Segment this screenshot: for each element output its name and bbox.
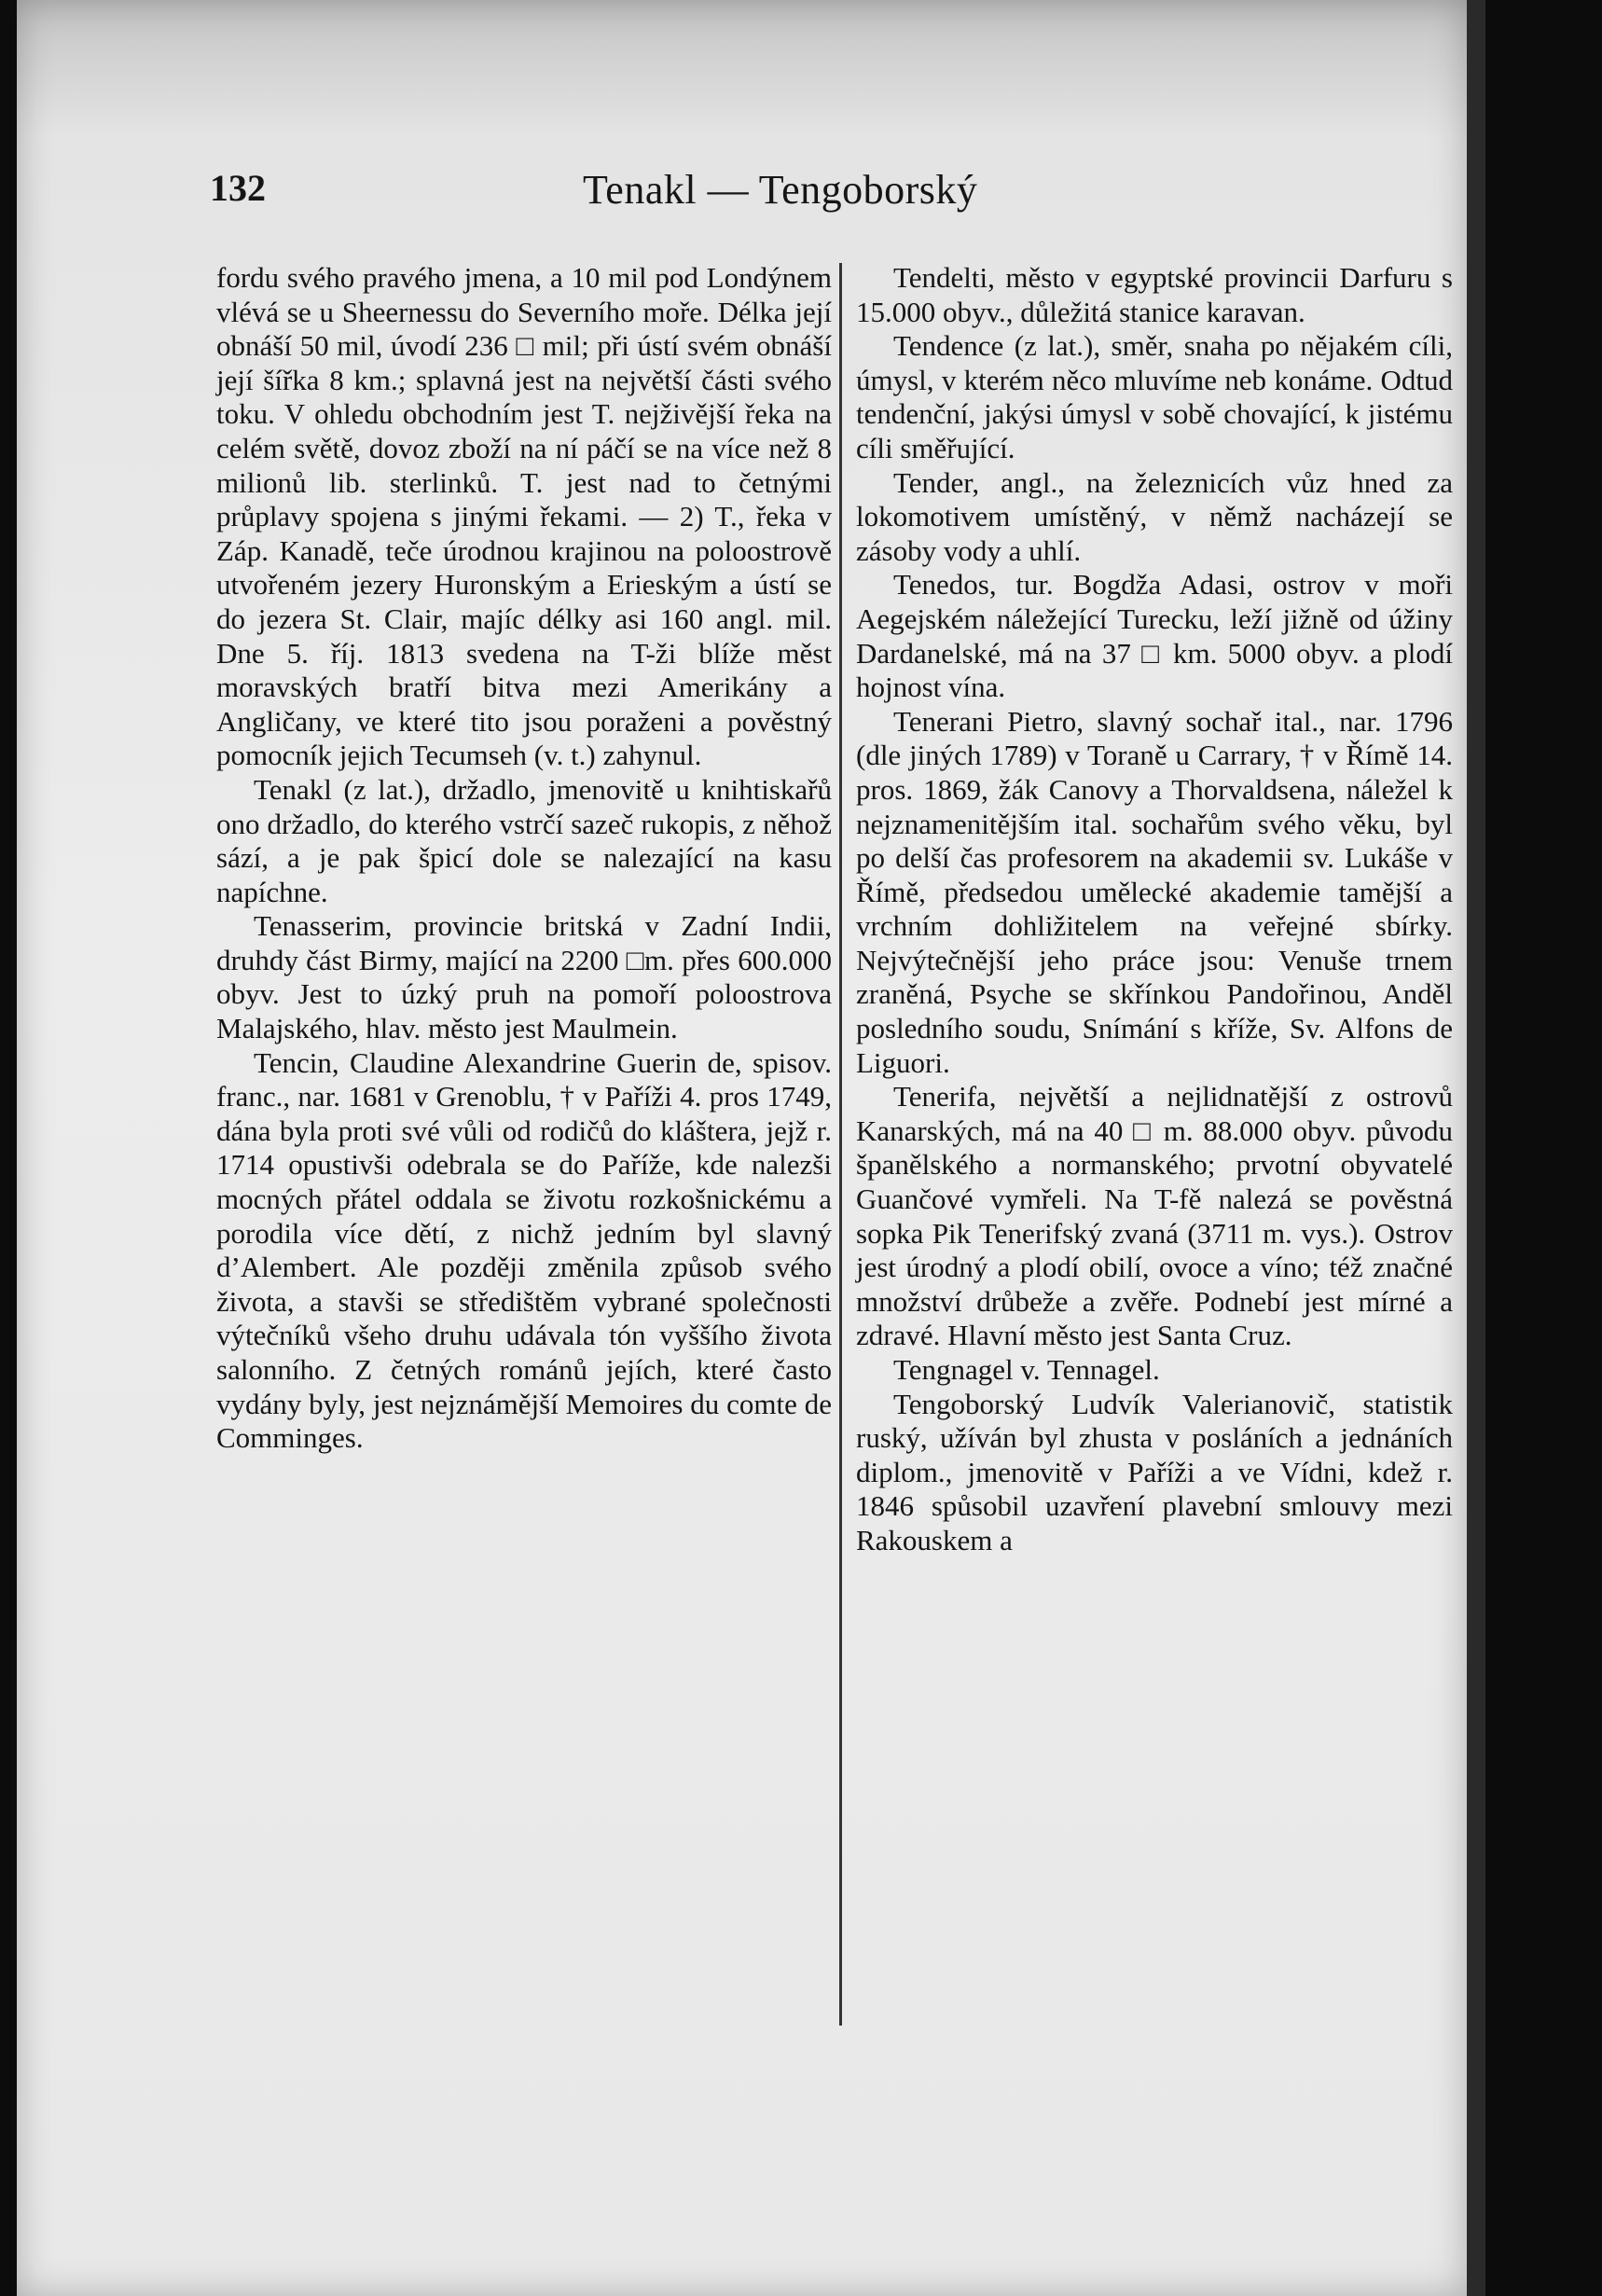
entry-paragraph: Tencin, Claudine Alexandrine Guerin de, spisov. franc., nar. 1681 v Grenoblu, † v Paříži 4. pros 1749, dána byla proti své vůli od rodičů do kláštera, jejž r. 1714 opustivši odebrala se do Paříže, kde nalezši mocných přátel oddala se životu rozkošnickému a porodila více dětí, z nichž jedním byl slavný d’Alembert. Ale později změnila způsob svého života, a stavši se středištěm vybrané společnosti výtečníků všeho druhu udávala tón vyššího života salonního. Z četných románů jejích, které často vydány byly, jest nejznámější Memoires du comte de Comminges.: [216, 1045, 832, 1455]
running-title: Tenakl — Tengoborský: [583, 167, 978, 213]
entry-paragraph: Tender, angl., na železnicích vůz hned za lokomotivem umístěný, v němž nacházejí se zásoby vody a uhlí.: [856, 465, 1453, 567]
entry-paragraph: Tenerani Pietro, slavný sochař ital., nar. 1796 (dle jiných 1789) v Toraně u Carrary, † v Římě 14. pros. 1869, žák Canovy a Thorvaldsena, náležel k nejznamenitějším ital. sochařům svého věku, byl po delší čas profesorem na akademii sv. Lukáše v Římě, předsedou umělecké akademie tamější a vrchním dohližitelem na veřejné sbírky. Nejvýtečnější jeho práce jsou: Venuše trnem zraněná, Psyche se skřínkou Pandořinou, Anděl posledního soudu, Snímání s kříže, Sv. Alfons de Liguori.: [856, 704, 1453, 1079]
column-divider: [839, 263, 842, 2026]
entry-paragraph: Tenedos, tur. Bogdža Adasi, ostrov v moři Aegejském náležející Turecku, leží jižně od úžiny Dardanelské, má na 37 □ km. 5000 obyv. a plodí hojnost vína.: [856, 568, 1453, 704]
entry-paragraph: fordu svého pravého jmena, a 10 mil pod Londýnem vlévá se u Sheernessu do Severního moře. Délka její obnáší 50 mil, úvodí 236 □ mil; při ústí svém obnáší její šířka 8 km.; splavná jest na největší části svého toku. V ohledu obchodním jest T. nejživější řeka na celém světě, dovoz zboží na ní páčí se na více než 8 milionů lib. sterlinků. T. jest nad to četnými průplavy spojena s jinými řekami. — 2) T., řeka v Záp. Kanadě, teče úrodnou krajinou na poloostrově utvořeném jezery Huronským a Erieským a ústí se do jezera St. Clair, majíc délky asi 160 angl. mil. Dne 5. říj. 1813 svedena na T-ži blíže měst moravských bratří bitva mezi Amerikány a Angličany, ve které tito jsou poraženi a pověstný pomocník jejich Tecumseh (v. t.) zahynul.: [216, 261, 832, 772]
entry-paragraph: Tendence (z lat.), směr, snaha po nějakém cíli, úmysl, v kterém něco mluvíme neb konáme. Odtud tendenční, jakýsi úmysl v sobě chovající, k jistému cíli směřující.: [856, 329, 1453, 464]
page-header: [210, 166, 1450, 222]
entry-paragraph: Tenerifa, největší a nejlidnatější z ostrovů Kanarských, má na 40 □ m. 88.000 obyv. původu španělského a normanského; prvotní obyvatelé Guančové vymřeli. Na T-fě nalezá se pověstná sopka Pik Tenerifský zvaná (3711 m. vys.). Ostrov jest úrodný a plodí obilí, ovoce a víno; též značné množství drůbeže a zvěře. Podnebí jest mírné a zdravé. Hlavní město jest Santa Cruz.: [856, 1080, 1453, 1352]
left-column: [216, 261, 832, 1456]
scan-edge: [1467, 0, 1485, 2296]
entry-paragraph: Tenasserim, provincie britská v Zadní Indii, druhdy část Birmy, mající na 2200 □m. přes 600.000 obyv. Jest to úzký pruh na pomoří poloostrova Malajského, hlav. město jest Maulmein.: [216, 909, 832, 1045]
entry-paragraph: Tengoborský Ludvík Valerianovič, statistik ruský, užíván byl zhusta v posláních a jednáních diplom., jmenovitě v Paříži a ve Vídni, kdež r. 1846 spůsobil uzavření plavební smlouvy mezi Rakouskem a: [856, 1387, 1453, 1556]
entry-paragraph: Tengnagel v. Tennagel.: [893, 1353, 1160, 1386]
entry-paragraph: Tenakl (z lat.), držadlo, jmenovitě u knihtiskařů ono držadlo, do kterého vstrčí sazeč rukopis, z něhož sází, a je pak špicí dole se nalezající na kasu napíchne.: [216, 772, 832, 908]
page-number: 132: [210, 167, 266, 209]
right-column: [856, 261, 1453, 1558]
entry-paragraph: Tendelti, město v egyptské provincii Darfuru s 15.000 obyv., důležitá stanice karavan.: [856, 261, 1453, 328]
